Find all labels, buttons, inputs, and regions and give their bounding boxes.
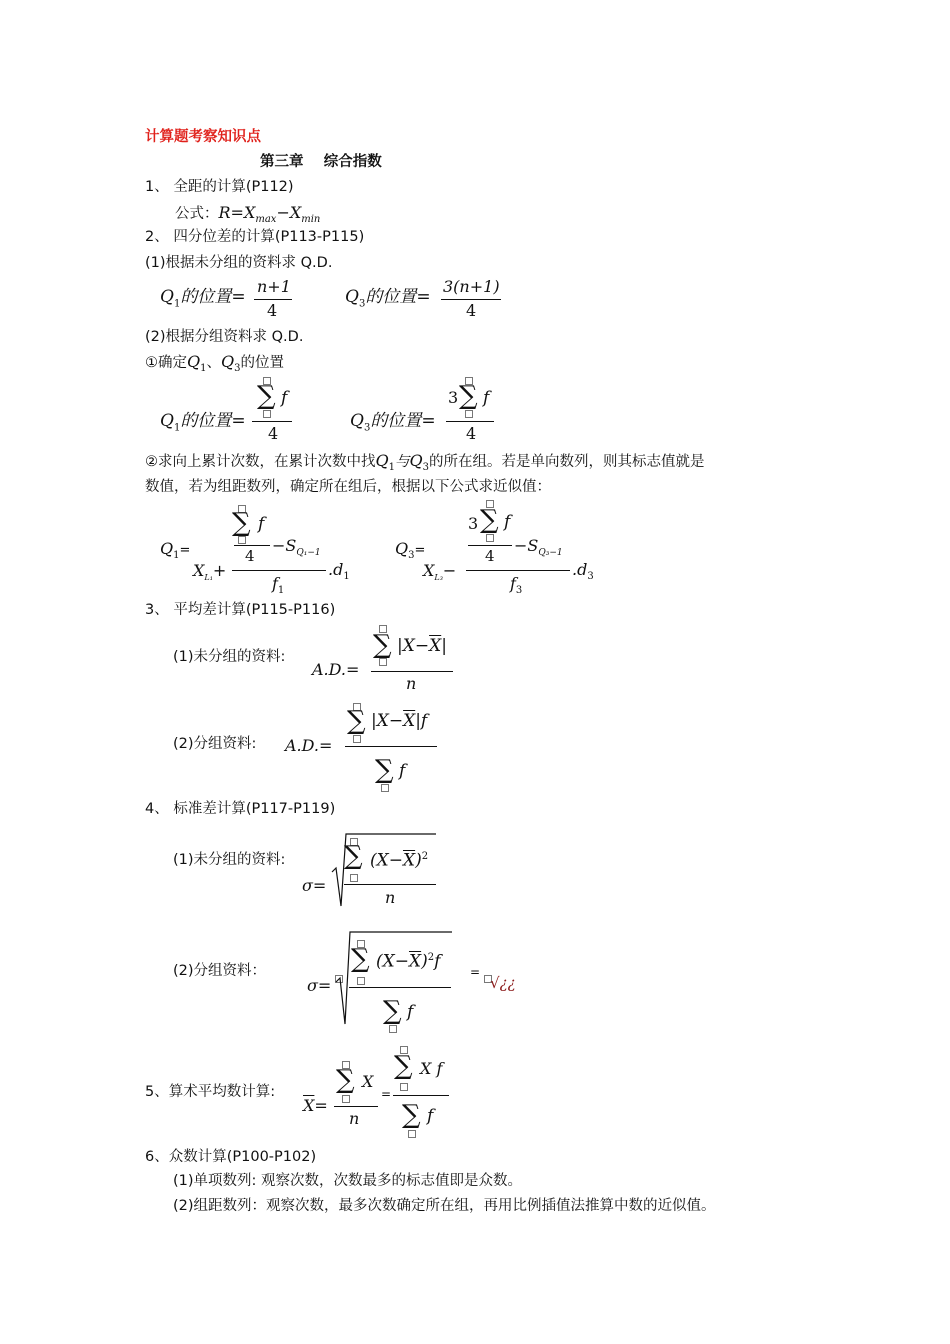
chapter-title: 第三章 综合指数 [260, 154, 382, 170]
position-word: 的位置 [180, 287, 232, 307]
section-4-heading: 4、 标准差计算(P117-P119) [145, 801, 336, 817]
qd-grouped-label: (2)根据分组资料求 Q.D. [145, 329, 304, 345]
section-3-heading: 3、 平均差计算(P115-P116) [145, 602, 336, 618]
section-6-heading: 6、众数计算(P100-P102) [145, 1149, 317, 1165]
ad-grouped-label: (2)分组资料: [173, 736, 257, 752]
position-word: 的位置 [370, 411, 422, 431]
mode-single-series: (1)单项数列: 观察次数，次数最多的标志值即是众数。 [173, 1173, 523, 1189]
range-formula: 公式：$R=X_{max}-X_{min}$ [175, 203, 321, 226]
broken-glyph: √¿¿ [490, 974, 516, 992]
formula-label: 公式： [175, 206, 219, 222]
step-1-locate: ①确定$Q_1$、$Q_3$的位置 [145, 352, 284, 375]
section-5-heading: 5、算术平均数计算: [145, 1084, 276, 1100]
section-2-heading: 2、 四分位差的计算(P113-P115) [145, 229, 365, 245]
qd-ungrouped-label: (1)根据未分组的资料求 Q.D. [145, 255, 333, 271]
document-title: 计算题考察知识点 [145, 129, 261, 145]
sd-ungrouped-label: (1)未分组的资料: [173, 852, 286, 868]
position-word: 的位置 [180, 411, 232, 431]
sd-grouped-label: (2)分组资料： [173, 963, 267, 979]
section-1-heading: 1、 全距的计算(P112) [145, 179, 294, 195]
step-2-cumulative: ②求向上累计次数，在累计次数中找$Q_1$与$Q_3$的所在组。若是单向数列，则其标志值就是 [145, 451, 705, 474]
ad-ungrouped-label: (1)未分组的资料: [173, 649, 286, 665]
step-2-continued: 数值，若为组距数列，确定所在组后，根据以下公式求近似值： [145, 479, 551, 495]
position-word: 的位置 [365, 287, 417, 307]
mode-grouped-series: (2)组距数列：观察次数，最多次数确定所在组，再用比例插值法推算中数的近似值。 [173, 1198, 716, 1214]
